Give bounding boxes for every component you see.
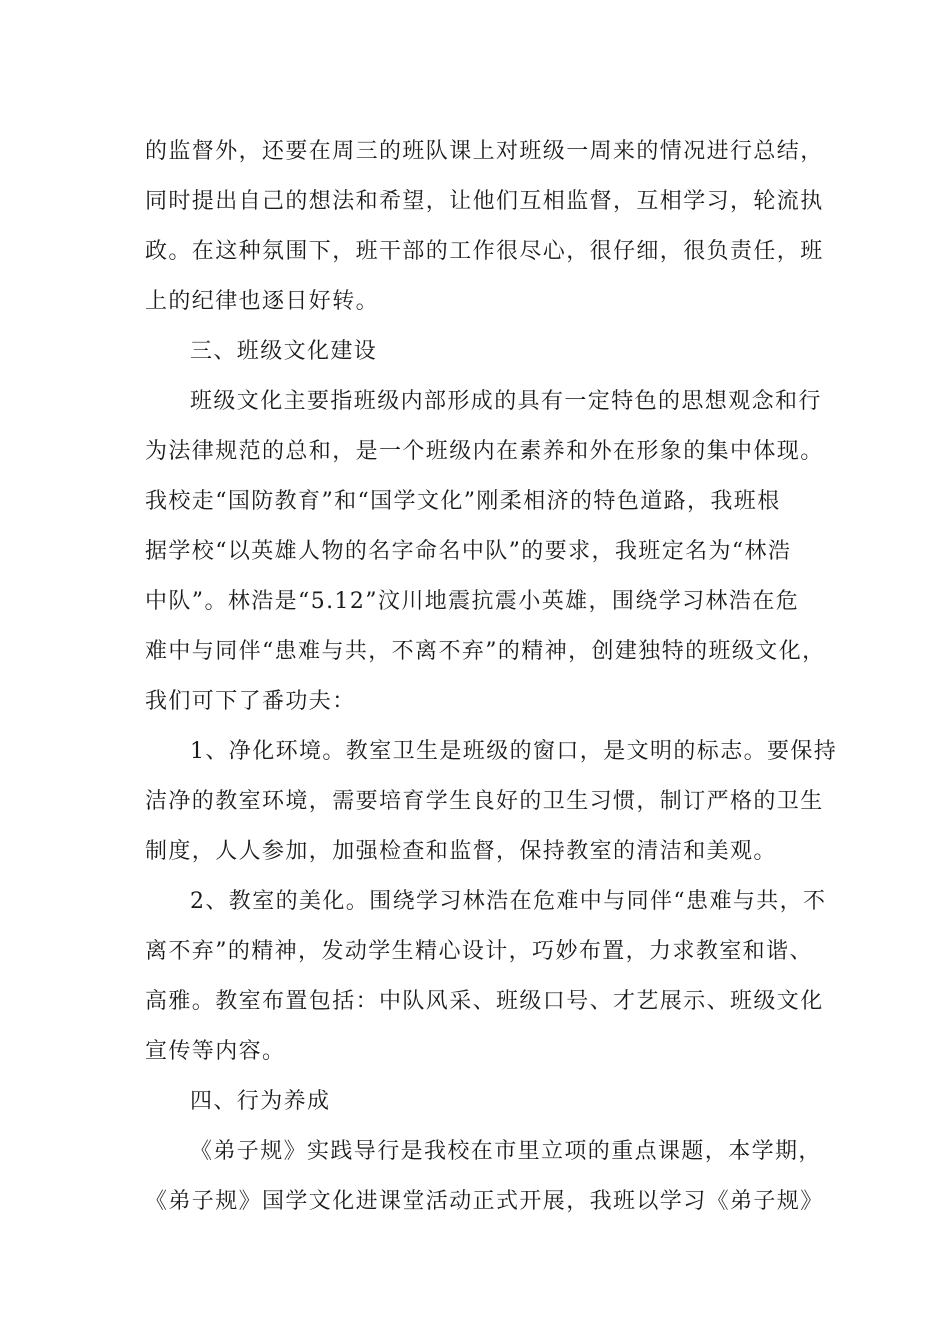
- text-line: 《弟子规》实践导行是我校在市里立项的重点课题，本学期，: [190, 1139, 822, 1164]
- text-line: 我们可下了番功夫：: [145, 689, 356, 714]
- section-heading: 四、行为养成: [190, 1089, 331, 1114]
- text-line: 制度，人人参加，加强检查和监督，保持教室的清洁和美观。: [145, 839, 777, 864]
- section-heading: 三、班级文化建设: [190, 339, 378, 364]
- text-line: 的监督外，还要在周三的班队课上对班级一周来的情况进行总结，: [145, 139, 824, 164]
- text-line: 同时提出自己的想法和希望，让他们互相监督，互相学习，轮流执: [145, 189, 824, 214]
- text-line: 离不弃”的精神，发动学生精心设计，巧妙布置，力求教室和谐、: [145, 939, 813, 964]
- text-line: 难中与同伴“患难与共，不离不弃”的精神，创建独特的班级文化，: [145, 639, 826, 664]
- text-line: 为法律规范的总和，是一个班级内在素养和外在形象的集中体现。: [145, 439, 824, 464]
- text-line: 班级文化主要指班级内部形成的具有一定特色的思想观念和行: [190, 389, 822, 414]
- text-line: 2、教室的美化。围绕学习林浩在危难中与同伴“患难与共，不: [190, 889, 827, 914]
- text-line: 中队”。林浩是“5.12”汶川地震抗震小英雄，围绕学习林浩在危: [145, 589, 800, 614]
- text-line: 高雅。教室布置包括：中队风采、班级口号、才艺展示、班级文化: [145, 989, 824, 1014]
- text-line: 上的纪律也逐日好转。: [145, 289, 380, 314]
- text-line: 政。在这种氛围下，班干部的工作很尽心，很仔细，很负责任，班: [145, 239, 824, 264]
- text-line: 《弟子规》国学文化进课堂活动正式开展，我班以学习《弟子规》: [145, 1189, 824, 1214]
- text-line: 1、净化环境。教室卫生是班级的窗口，是文明的标志。要保持: [190, 739, 838, 764]
- text-line: 我校走“国防教育”和“国学文化”刚柔相济的特色道路，我班根: [145, 489, 781, 514]
- text-line: 宣传等内容。: [145, 1039, 286, 1064]
- text-line: 洁净的教室环境，需要培育学生良好的卫生习惯，制订严格的卫生: [145, 789, 824, 814]
- text-line: 据学校“以英雄人物的名字命名中队”的要求，我班定名为“林浩: [145, 539, 792, 564]
